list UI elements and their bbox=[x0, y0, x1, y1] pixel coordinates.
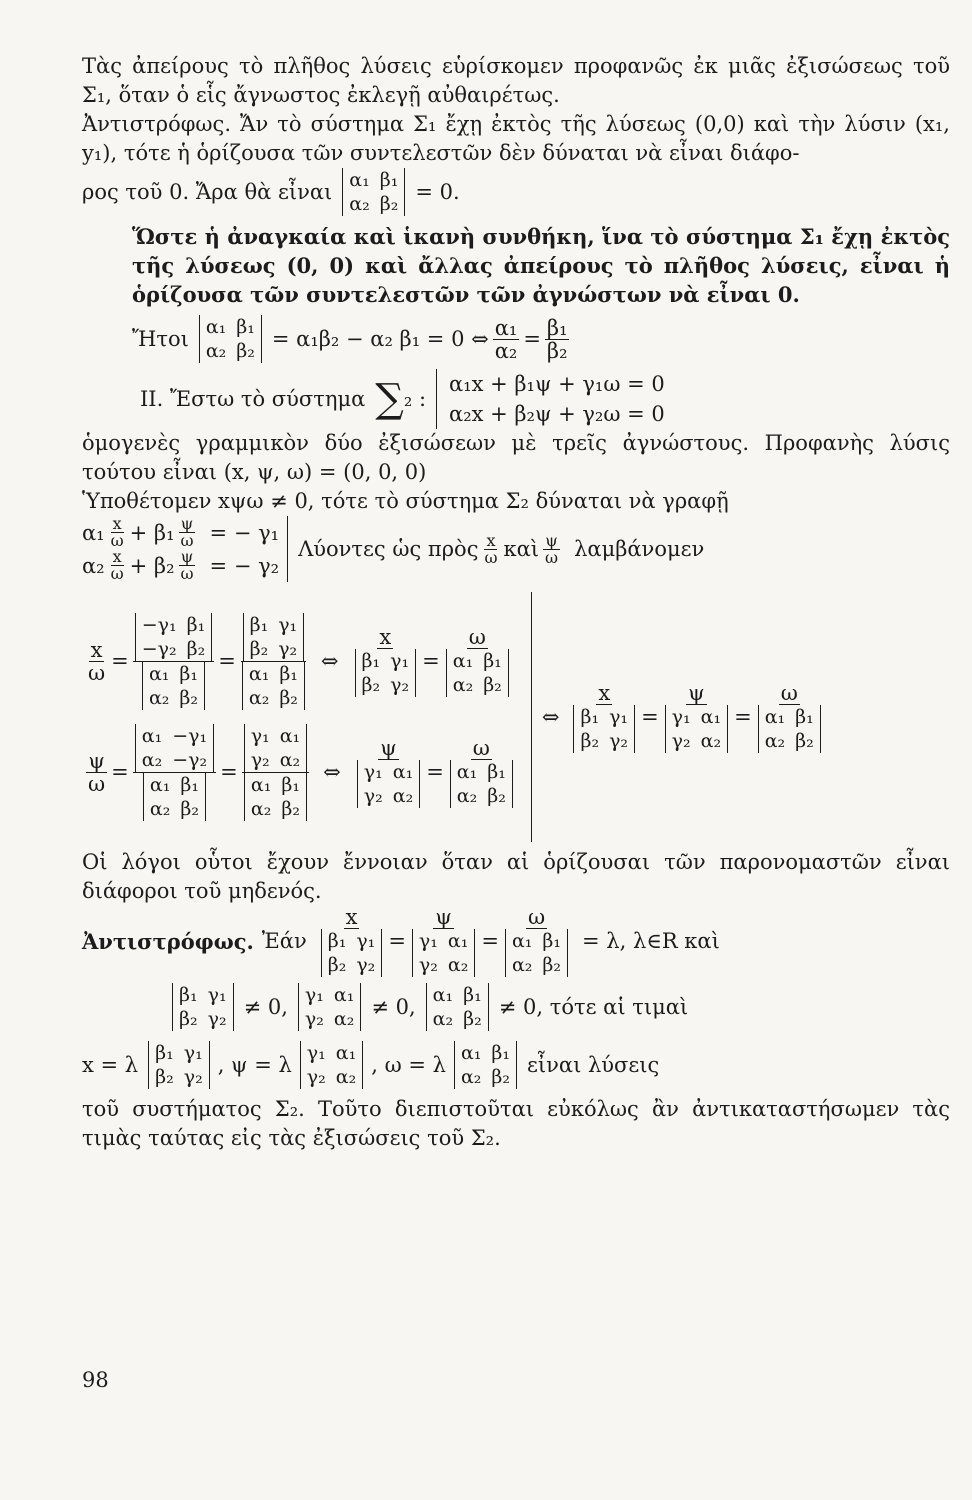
section-2-label: ΙΙ. Ἔστω τὸ σύστημα bbox=[140, 386, 366, 411]
page-content bbox=[82, 52, 950, 1153]
paragraph-1: Τὰς ἀπείρους τὸ πλῆθος λύσεις εὑρίσκομεν προφανῶς ἐκ μιᾶς ἐξισώσεως τοῦ Σ₁, ὅταν ὁ εἷς ἄγνωστος ἐκλεγῇ αὐθαιρέτως. bbox=[82, 54, 950, 107]
paragraph-5: ὁμογενὲς γραμμικὸν δύο ἐξισώσεων μὲ τρεῖς ἀγνώστους. Προφανὴς λύσις τούτου εἶναι (x, ψ, ω) = (0, 0, 0) bbox=[82, 431, 950, 484]
cramer-result: ⇔ x β₁ γ₁ β₂ γ₂ = ψ γ₁ α₁ γ₂ α₂ = ω α₁ β₁ α₂ β₂ bbox=[531, 592, 827, 842]
text-p3-end: = 0. bbox=[415, 179, 460, 204]
determinant-line bbox=[82, 168, 950, 216]
paragraph-2: Ἀντιστρόφως. Ἄν τὸ σύστημα Σ₁ ἔχῃ ἐκτὸς τῆς λύσεως (0,0) καὶ τὴν λύσιν (x₁, y₁), τότε ἡ ὁρίζουσα τῶν συντελεστῶν δὲν δύναται νὰ εἶναι διάφο- bbox=[82, 112, 950, 165]
htoi-label: Ἤτοι bbox=[132, 326, 189, 351]
cramer-x-row: $\frac{x}{\omega}$ = −γ₁ β₁ −γ₂ β₂ α₁ β₁ α₂ β₂ = β₁ γ₁ β₂ γ₂ α₁ β₁ α₂ β₂ ⇔ x β₁ γ₁ β₂ γ₂ = ω α₁ β₁ α₂ β₂ bbox=[82, 613, 519, 710]
frac-a1-a2: $\frac{\text{α₁}}{\text{α₂}}$ bbox=[494, 315, 518, 363]
frac-b1-b2: $\frac{\text{β₁}}{\text{β₂}}$ bbox=[546, 315, 568, 363]
cramer-psi-row: $\frac{\psi}{\omega}$ = α₁ −γ₁ α₂ −γ₂ α₁ β₁ α₂ β₂ = γ₁ α₁ γ₂ α₂ α₁ β₁ α₂ β₂ ⇔ ψ γ₁ α₁ γ₂ α₂ = ω α₁ β₁ α₂ β₂ bbox=[82, 724, 519, 821]
text-p3-start: ρος τοῦ 0. Ἄρα θὰ εἶναι bbox=[82, 179, 333, 204]
paragraph-6: Ὑποθέτομεν xψω ≠ 0, τότε τὸ σύστημα Σ₂ δύναται νὰ γραφῇ bbox=[82, 489, 729, 513]
system-equations: α₁x + β₁ψ + γ₁ω = 0 α₂x + β₂ψ + γ₂ω = 0 bbox=[436, 369, 665, 429]
solution-line: x = λ β₁ γ₁ β₂ γ₂ , ψ = λ γ₁ α₁ γ₂ α₂ , ω = λ α₁ β₁ α₂ β₂ εἶναι λύσεις bbox=[82, 1042, 660, 1088]
sigma-symbol: ∑ bbox=[375, 376, 404, 422]
scaled-system-line: α₁ $\frac{x}{\omega}$ + β₁ $\frac{\psi}{\omega}$ = − γ₁ α₂ $\frac{x}{\omega}$ + β₂ $\frac{\psi}{\omega}$ = − γ₂ Λύοντες ὡς πρὸς $\frac{x}{\omega}$ καὶ $\frac{\psi}{\omega}$ λαμβάνομεν bbox=[82, 514, 705, 583]
paragraph-7: Οἱ λόγοι οὗτοι ἔχουν ἔννοιαν ὅταν αἱ ὁρίζουσαι τῶν παρονομαστῶν εἶναι διάφοροι τοῦ μηδενός. bbox=[82, 850, 950, 903]
scaled-system: α₁ $\frac{x}{\omega}$ + β₁ $\frac{\psi}{\omega}$ = − γ₁ α₂ $\frac{x}{\omega}$ + β₂ $\frac{\psi}{\omega}$ = − γ₂ bbox=[82, 516, 288, 582]
cramer-block bbox=[82, 592, 950, 842]
converse-line: Ἀντιστρόφως. Ἐάν x β₁ γ₁ β₂ γ₂ = ψ γ₁ α₁ γ₂ α₂ = ω α₁ β₁ α₂ β₂ = λ, λ∈R καὶ bbox=[82, 905, 720, 976]
system-line: ΙΙ. Ἔστω τὸ σύστημα ∑ ₂ : α₁x + β₁ψ + γ₁ω = 0 α₂x + β₂ψ + γ₂ω = 0 bbox=[82, 369, 950, 429]
cramer-left bbox=[82, 613, 519, 821]
nonzero-line: β₁ γ₁ β₂ γ₂ ≠ 0, γ₁ α₁ γ₂ α₂ ≠ 0, α₁ β₁ α₂ β₂ ≠ 0, τότε αἱ τιμαὶ bbox=[82, 983, 950, 1031]
htoi-equation: = α₁β₂ − α₂ β₁ = 0 ⇔ bbox=[271, 326, 489, 351]
htoi-line: Ἤτοι α₁ β₁ α₂ β₂ = α₁β₂ − α₂ β₁ = 0 ⇔ $\frac{\text{α₁}}{\text{α₂}}$ = $\frac{\text{β₁}}{\text{β₂}}$ bbox=[132, 315, 568, 363]
page-number: 98 bbox=[82, 1368, 109, 1392]
determinant-ab: α₁ β₁ α₂ β₂ bbox=[342, 168, 405, 216]
paragraph-8: τοῦ συστήματος Σ₂. Τοῦτο διεπιστοῦται εὐκόλως ἂν ἀντικαταστήσωμεν τὰς τιμὰς ταύτας εἰς τὰς ἐξισώσεις τοῦ Σ₂. bbox=[82, 1097, 950, 1150]
theorem-paragraph: Ὥστε ἡ ἀναγκαία καὶ ἱκανὴ συνθήκη, ἵνα τὸ σύστημα Σ₁ ἔχῃ ἐκτὸς τῆς λύσεως (0, 0) καὶ ἄλλας ἀπείρους τὸ πλῆθος λύσεις, εἶναι ἡ ὁρίζουσα τῶν συντελεστῶν τῶν ἀγνώστων νὰ εἶναι 0. bbox=[132, 224, 950, 307]
determinant-ab-2: α₁ β₁ α₂ β₂ bbox=[199, 315, 262, 363]
